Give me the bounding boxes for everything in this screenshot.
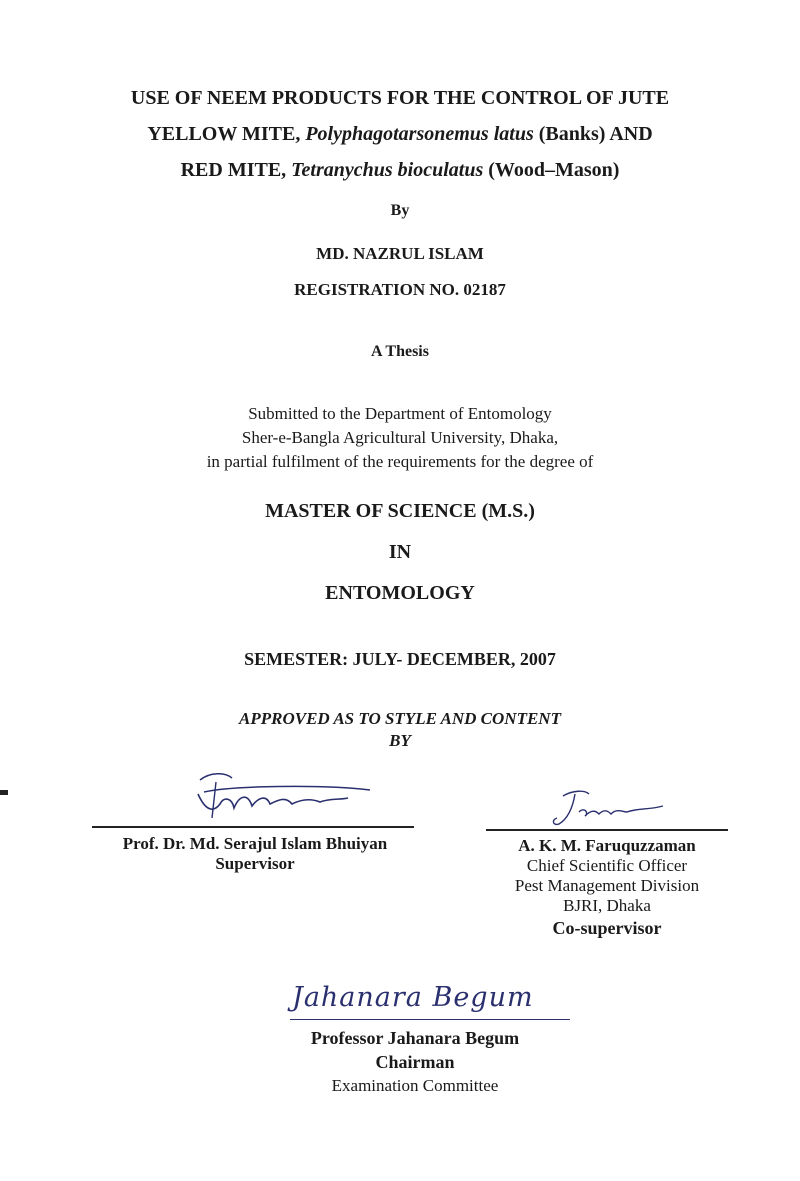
supervisor-signature-line [92,826,414,828]
cosupervisor-institute: BJRI, Dhaka [563,896,651,915]
supervisor-name: Prof. Dr. Md. Serajul Islam Bhuiyan [122,834,388,853]
scan-edge-mark [0,790,8,795]
title-line-2 [0,116,800,152]
title-line-3-post: (Wood–Mason) [488,159,620,181]
cosupervisor-block [480,836,734,938]
submission-statement [0,402,800,474]
yellow-mite-species: Polyphagotarsonemus latus [305,123,534,145]
author-name: MD. NAZRUL ISLAM [316,244,484,263]
title-line-2-post: (Banks) AND [538,123,653,145]
title-line-3 [0,152,800,188]
thesis-label: A Thesis [371,343,429,360]
cosupervisor-signature [545,786,685,830]
chairman-signature: Jahanara Begum [292,982,534,1013]
title-line-1: USE OF NEEM PRODUCTS FOR THE CONTROL OF JUTE [130,87,670,109]
supervisor-block [70,834,440,874]
title-line-3-pre: RED MITE, [180,159,287,181]
approval-heading [0,708,800,752]
approval-line-1: APPROVED AS TO STYLE AND CONTENT [239,709,561,728]
thesis-title [0,80,800,188]
registration-number: REGISTRATION NO. 02187 [294,280,506,299]
approval-line-2: BY [389,731,411,750]
submission-line-2: Sher-e-Bangla Agricultural University, Dhaka, [241,428,559,447]
degree-subject: ENTOMOLOGY [325,582,475,604]
supervisor-role: Supervisor [215,854,295,873]
by-label: By [390,202,410,219]
red-mite-species: Tetranychus bioculatus [291,159,484,181]
chairman-block [270,1026,560,1098]
chairman-role: Chairman [375,1052,455,1072]
supervisor-signature [170,764,390,826]
cosupervisor-role: Co-supervisor [552,918,662,938]
degree-in: IN [388,541,412,563]
cosupervisor-division: Pest Management Division [514,876,700,895]
submission-line-1: Submitted to the Department of Entomology [248,404,552,423]
cosupervisor-signature-line [486,829,728,831]
chairman-name: Professor Jahanara Begum [310,1028,520,1048]
chairman-signature-underline [290,1019,570,1020]
semester: SEMESTER: JULY- DECEMBER, 2007 [244,649,556,669]
committee-name: Examination Committee [331,1076,499,1095]
degree-name: MASTER OF SCIENCE (M.S.) [265,500,535,522]
submission-line-3: in partial fulfilment of the requirements for the degree of [206,452,594,471]
title-line-2-pre: YELLOW MITE, [147,123,301,145]
cosupervisor-name: A. K. M. Faruquzzaman [518,836,696,855]
cosupervisor-title: Chief Scientific Officer [526,856,688,875]
